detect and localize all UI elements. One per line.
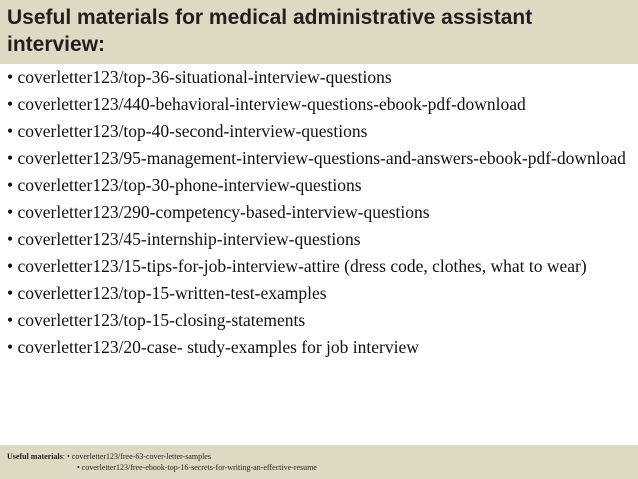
footer-link[interactable]: • coverletter123/free-ebook-top-16-secrets-for-writing-an-effective-resume — [77, 463, 317, 472]
footer-bar — [0, 445, 638, 479]
title-bar — [0, 0, 638, 64]
list-item: • coverletter123/top-15-written-test-examples — [7, 283, 327, 303]
list-item: • coverletter123/45-internship-interview-questions — [7, 229, 361, 249]
footer-separator: : — [62, 452, 67, 461]
slide-title: Useful materials for medical administrative assistant interview: — [7, 6, 533, 56]
list-item: • coverletter123/top-15-closing-statements — [7, 310, 306, 330]
list-item: • coverletter123/15-tips-for-job-interview-attire (dress code, clothes, what to wear) — [7, 256, 587, 276]
footer-row — [77, 463, 317, 473]
list-item: • coverletter123/290-competency-based-interview-questions — [7, 202, 430, 222]
list-item: • coverletter123/top-40-second-interview-questions — [7, 121, 368, 141]
list-item: • coverletter123/95-management-interview-questions-and-answers-ebook-pdf-download — [7, 148, 626, 168]
list-item: • coverletter123/top-36-situational-interview-questions — [7, 67, 392, 87]
list-item: • coverletter123/20-case- study-examples for job interview — [7, 337, 419, 357]
materials-list — [7, 64, 632, 361]
footer-label: Useful materials — [7, 452, 63, 461]
footer-link[interactable]: • coverletter123/free-63-cover-letter-samples — [67, 452, 211, 461]
list-item: • coverletter123/440-behavioral-interview-questions-ebook-pdf-download — [7, 94, 526, 114]
list-item: • coverletter123/top-30-phone-interview-questions — [7, 175, 362, 195]
footer-row — [7, 452, 211, 462]
